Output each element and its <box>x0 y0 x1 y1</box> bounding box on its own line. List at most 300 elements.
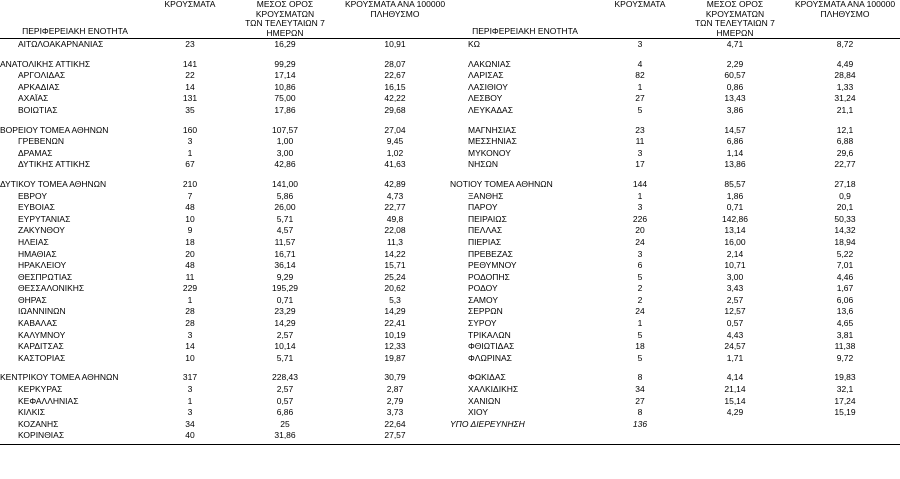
cases-value-right: 1 <box>637 81 643 92</box>
cases-value-right <box>600 364 680 372</box>
avg7-value-right: 0,57 <box>726 318 744 329</box>
per100k-value-right: 50,33 <box>834 213 856 224</box>
region-name-left: ΗΜΑΘΙΑΣ <box>18 248 57 259</box>
header-left-per100k-line1: ΚΡΟΥΣΜΑΤΑ ΑΝΑ 100000 <box>344 0 446 9</box>
per100k-value-left: 9,45 <box>386 136 404 147</box>
per100k-value-left: 22,64 <box>384 418 406 429</box>
cases-value-right: 82 <box>635 70 645 81</box>
per100k-value-right: 0,9 <box>839 190 851 201</box>
region-name-left: ΚΕΝΤΡΙΚΟΥ ΤΟΜΕΑ ΑΘΗΝΩΝ <box>0 372 119 383</box>
per100k-value-left: 14,22 <box>384 248 406 259</box>
avg7-value-left: 2,57 <box>276 329 294 340</box>
cases-value-right: 5 <box>637 352 643 363</box>
table-row <box>0 260 900 272</box>
avg7-value-left: 17,86 <box>274 104 296 115</box>
per100k-value-left: 27,04 <box>384 124 406 135</box>
region-name-left: ΗΡΑΚΛΕΙΟΥ <box>18 260 67 271</box>
avg7-value-left <box>230 117 340 125</box>
cases-value-right: 34 <box>635 384 645 395</box>
per100k-value-left: 12,33 <box>384 341 406 352</box>
header-right-per100k-line1: ΚΡΟΥΣΜΑΤΑ ΑΝΑ 100000 <box>794 0 896 9</box>
avg7-value-right: 4,43 <box>726 329 744 340</box>
cases-value-left: 48 <box>185 202 195 213</box>
header-right-avg7-line3: ΗΜΕΡΩΝ <box>716 27 754 38</box>
table-spacer-row <box>0 51 900 59</box>
cases-value-left: 1 <box>187 395 193 406</box>
per100k-value-left: 25,24 <box>384 271 406 282</box>
avg7-value-left: 10,14 <box>274 341 296 352</box>
region-name-right: ΠΕΙΡΑΙΩΣ <box>468 213 507 224</box>
cases-value-left: 11 <box>185 271 195 282</box>
table-row <box>0 105 900 117</box>
cases-value-right: 144 <box>632 178 648 189</box>
per100k-value-right: 14,32 <box>834 225 856 236</box>
cases-value-left <box>150 364 230 372</box>
region-name-right: ΥΠΟ ΔΙΕΡΕΥΝΗΣΗ <box>450 418 525 429</box>
cases-value-left: 229 <box>182 283 198 294</box>
header-row <box>0 0 900 38</box>
per100k-value-right: 6,88 <box>836 136 854 147</box>
header-left-per100k-line2: ΠΛΗΘΥΣΜΟ <box>370 8 420 19</box>
per100k-value-right <box>790 419 900 431</box>
table-row <box>0 39 900 51</box>
region-name-right: ΧΑΝΙΩΝ <box>468 395 501 406</box>
per100k-value-right: 6,06 <box>836 294 854 305</box>
avg7-value-left: 42,86 <box>274 159 296 170</box>
avg7-value-left: 26,00 <box>274 202 296 213</box>
cases-value-right: 5 <box>637 329 643 340</box>
avg7-value-left: 5,71 <box>276 352 294 363</box>
avg7-value-left: 0,71 <box>276 294 294 305</box>
per100k-value-right: 32,1 <box>836 384 854 395</box>
cases-value-left: 131 <box>182 93 198 104</box>
cases-value-right: 8 <box>637 372 643 383</box>
avg7-value-right <box>680 51 790 59</box>
region-name-left: ΚΕΦΑΛΛΗΝΙΑΣ <box>18 395 79 406</box>
per100k-value-left: 20,62 <box>384 283 406 294</box>
avg7-value-right: 16,00 <box>724 236 746 247</box>
region-name-right: ΣΕΡΡΩΝ <box>468 306 503 317</box>
region-name-left: ΘΕΣΠΡΩΤΙΑΣ <box>18 271 73 282</box>
region-name-left: ΚΑΡΔΙΤΣΑΣ <box>18 341 64 352</box>
per100k-value-right <box>790 364 900 372</box>
region-name-right: ΜΕΣΣΗΝΙΑΣ <box>468 136 517 147</box>
region-name-left <box>0 51 150 59</box>
avg7-value-left: 3,00 <box>276 147 294 158</box>
region-name-right: ΜΑΓΝΗΣΙΑΣ <box>468 124 517 135</box>
table-row <box>0 295 900 307</box>
cases-value-right: 1 <box>637 318 643 329</box>
per100k-value-left: 42,22 <box>384 93 406 104</box>
region-name-left: ΚΑΒΑΛΑΣ <box>18 318 58 329</box>
region-name-right <box>450 117 600 125</box>
per100k-value-left: 4,73 <box>386 190 404 201</box>
table-row <box>0 384 900 396</box>
per100k-value-right: 18,94 <box>834 236 856 247</box>
per100k-value-right: 13,6 <box>836 306 854 317</box>
avg7-value-left <box>230 51 340 59</box>
avg7-value-right: 3,43 <box>726 283 744 294</box>
per100k-value-right: 7,01 <box>836 260 854 271</box>
cases-value-left: 3 <box>187 407 193 418</box>
cases-value-left: 28 <box>185 318 195 329</box>
header-left-avg7-line2: ΤΩΝ ΤΕΛΕΥΤΑΙΩΝ 7 <box>245 18 325 28</box>
avg7-value-left: 107,57 <box>272 124 298 135</box>
avg7-value-left: 36,14 <box>274 260 296 271</box>
per100k-value-right: 20,1 <box>836 202 854 213</box>
table-row <box>0 202 900 214</box>
cases-value-left: 3 <box>187 136 193 147</box>
avg7-value-left: 1,00 <box>276 136 294 147</box>
cases-value-left: 28 <box>185 306 195 317</box>
avg7-value-left: 11,57 <box>274 236 296 247</box>
region-name-left: ΑΡΓΟΛΙΔΑΣ <box>18 70 66 81</box>
avg7-value-left: 31,86 <box>274 430 296 441</box>
region-name-left: ΖΑΚΥΝΘΟΥ <box>18 225 65 236</box>
cases-value-right: 11 <box>635 136 645 147</box>
cases-value-left: 1 <box>187 147 193 158</box>
avg7-value-right <box>680 419 790 431</box>
cases-value-right: 5 <box>637 271 643 282</box>
region-name-right: ΠΙΕΡΙΑΣ <box>468 236 502 247</box>
cases-value-right: 17 <box>635 159 645 170</box>
cases-value-left: 34 <box>185 418 195 429</box>
region-name-right <box>450 51 600 59</box>
per100k-value-right: 19,83 <box>834 372 856 383</box>
avg7-value-left: 25 <box>280 418 290 429</box>
table-row <box>0 179 900 191</box>
region-name-left: ΑΙΤΩΛΟΑΚΑΡΝΑΝΙΑΣ <box>18 39 104 49</box>
region-name-left <box>0 171 150 179</box>
avg7-value-left: 228,43 <box>272 372 298 383</box>
cases-value-right: 27 <box>635 395 645 406</box>
table-header <box>0 0 900 39</box>
cases-value-right: 20 <box>635 225 645 236</box>
region-name-right: ΣΑΜΟΥ <box>468 294 499 305</box>
region-name-right: ΝΟΤΙΟΥ ΤΟΜΕΑ ΑΘΗΝΩΝ <box>450 178 553 189</box>
cases-value-right: 3 <box>637 147 643 158</box>
cases-value-left: 1 <box>187 294 193 305</box>
avg7-value-left: 16,29 <box>274 39 296 49</box>
cases-value-right: 136 <box>632 418 648 429</box>
per100k-value-right <box>790 430 900 442</box>
region-name-left: ΒΟΙΩΤΙΑΣ <box>18 104 58 115</box>
cases-value-left: 210 <box>182 178 198 189</box>
table-row <box>0 82 900 94</box>
table-row <box>0 225 900 237</box>
per100k-value-left: 5,3 <box>389 294 401 305</box>
per100k-value-left <box>340 171 450 179</box>
table-row <box>0 237 900 249</box>
cases-value-left: 160 <box>182 124 198 135</box>
per100k-value-left: 11,3 <box>387 236 403 247</box>
header-right-region: ΠΕΡΙΦΕΡΕΙΑΚΗ ΕΝΟΤΗΤΑ <box>472 25 578 36</box>
table-row <box>0 148 900 160</box>
footer-rule <box>0 444 900 445</box>
region-name-right: ΡΕΘΥΜΝΟΥ <box>468 260 517 271</box>
header-left-cases: ΚΡΟΥΣΜΑΤΑ <box>164 0 216 9</box>
table-row <box>0 330 900 342</box>
per100k-value-right: 22,77 <box>834 159 856 170</box>
per100k-value-right: 4,49 <box>836 58 854 69</box>
avg7-value-right: 1,71 <box>726 352 744 363</box>
header-right-avg7 <box>680 0 790 38</box>
region-name-right: ΦΛΩΡΙΝΑΣ <box>468 352 512 363</box>
table-row <box>0 419 900 431</box>
cases-value-right: 24 <box>635 306 645 317</box>
avg7-value-left: 75,00 <box>274 93 296 104</box>
region-name-left: ΚΟΡΙΝΘΙΑΣ <box>18 430 65 441</box>
cases-value-left <box>150 117 230 125</box>
header-right-per100k-line2: ΠΛΗΘΥΣΜΟ <box>820 8 870 19</box>
region-name-left <box>0 117 150 125</box>
cases-value-right: 27 <box>635 93 645 104</box>
region-name-right: ΛΑΚΩΝΙΑΣ <box>468 58 511 69</box>
cases-value-left: 23 <box>185 39 195 49</box>
avg7-value-left: 2,57 <box>276 384 294 395</box>
region-name-left: ΙΩΑΝΝΙΝΩΝ <box>18 306 66 317</box>
table-row <box>0 125 900 137</box>
avg7-value-right: 24,57 <box>724 341 746 352</box>
region-name-right: ΧΑΛΚΙΔΙΚΗΣ <box>468 384 519 395</box>
table-row <box>0 341 900 353</box>
cases-value-left: 141 <box>182 58 198 69</box>
avg7-value-right: 0,71 <box>726 202 744 213</box>
region-name-left <box>0 364 150 372</box>
per100k-value-left: 42,89 <box>384 178 406 189</box>
per100k-value-left: 2,79 <box>386 395 404 406</box>
per100k-value-left: 49,8 <box>386 213 404 224</box>
avg7-value-right: 85,57 <box>724 178 746 189</box>
region-name-left: ΓΡΕΒΕΝΩΝ <box>18 136 64 147</box>
cases-value-right: 6 <box>637 260 643 271</box>
header-right-avg7-line1: ΜΕΣΟΣ ΟΡΟΣ ΚΡΟΥΣΜΑΤΩΝ <box>705 0 765 19</box>
region-name-right: ΣΥΡΟΥ <box>468 318 497 329</box>
cases-value-left: 9 <box>187 225 193 236</box>
avg7-value-right: 2,14 <box>726 248 744 259</box>
avg7-value-left: 6,86 <box>276 407 294 418</box>
region-name-left: ΕΥΡΥΤΑΝΙΑΣ <box>18 213 71 224</box>
table-row <box>0 306 900 318</box>
per100k-value-left: 22,77 <box>384 202 406 213</box>
per100k-value-left: 16,15 <box>384 81 406 92</box>
region-name-left: ΑΡΚΑΔΙΑΣ <box>18 81 60 92</box>
avg7-value-right: 3,86 <box>726 104 744 115</box>
per100k-value-right: 3,81 <box>836 329 854 340</box>
cases-value-left: 3 <box>187 384 193 395</box>
cases-value-right: 3 <box>637 248 643 259</box>
per100k-value-left: 28,07 <box>384 58 406 69</box>
cases-value-left: 22 <box>185 70 195 81</box>
per100k-value-left: 22,08 <box>384 225 406 236</box>
avg7-value-right: 13,43 <box>724 93 746 104</box>
per100k-value-left: 10,19 <box>384 329 406 340</box>
avg7-value-right <box>680 117 790 125</box>
table-row <box>0 93 900 105</box>
region-name-right: ΠΑΡΟΥ <box>468 202 498 213</box>
header-right-cases: ΚΡΟΥΣΜΑΤΑ <box>614 0 666 9</box>
table-row <box>0 396 900 408</box>
region-name-right <box>450 430 600 442</box>
avg7-value-right: 2,57 <box>726 294 744 305</box>
cases-value-right: 1 <box>637 190 643 201</box>
header-left-avg7-line1: ΜΕΣΟΣ ΟΡΟΣ ΚΡΟΥΣΜΑΤΩΝ <box>255 0 315 19</box>
per100k-value-left: 2,87 <box>386 384 404 395</box>
region-name-right: ΦΘΙΩΤΙΔΑΣ <box>468 341 515 352</box>
table-row <box>0 59 900 71</box>
table-row <box>0 249 900 261</box>
header-left-avg7-line3: ΗΜΕΡΩΝ <box>266 27 304 38</box>
per100k-value-left: 19,87 <box>384 352 406 363</box>
per100k-value-right: 1,33 <box>836 81 854 92</box>
avg7-value-right: 14,57 <box>724 124 746 135</box>
cases-value-right: 8 <box>637 407 643 418</box>
cases-value-right: 4 <box>637 58 643 69</box>
region-name-left: ΑΝΑΤΟΛΙΚΗΣ ΑΤΤΙΚΗΣ <box>0 58 91 69</box>
header-left-avg7 <box>230 0 340 38</box>
avg7-value-right: 2,29 <box>726 58 744 69</box>
cases-value-right: 3 <box>637 39 643 49</box>
table-row <box>0 272 900 284</box>
table-body <box>0 39 900 443</box>
cases-value-left: 10 <box>185 213 195 224</box>
region-name-right: ΜΥΚΟΝΟΥ <box>468 147 511 158</box>
per100k-value-left: 14,29 <box>384 306 406 317</box>
table-row <box>0 159 900 171</box>
per100k-value-right: 1,67 <box>836 283 854 294</box>
cases-value-left: 14 <box>185 81 195 92</box>
header-right-per100k <box>790 0 900 38</box>
region-name-right: ΛΑΣΙΘΙΟΥ <box>468 81 508 92</box>
region-name-right: ΛΕΥΚΑΔΑΣ <box>468 104 513 115</box>
cases-value-left: 10 <box>185 352 195 363</box>
per100k-value-right: 4,65 <box>836 318 854 329</box>
per100k-value-left: 15,71 <box>384 260 406 271</box>
region-name-right: ΧΙΟΥ <box>468 407 489 418</box>
avg7-value-right: 4,71 <box>726 39 744 49</box>
avg7-value-right: 13,86 <box>724 159 746 170</box>
per100k-value-right: 8,72 <box>836 39 854 49</box>
cases-value-right <box>600 171 680 179</box>
cases-value-left: 20 <box>185 248 195 259</box>
per100k-value-right: 5,22 <box>836 248 854 259</box>
cases-value-left: 67 <box>185 159 195 170</box>
cases-value-right: 2 <box>637 283 643 294</box>
cases-value-left: 7 <box>187 190 193 201</box>
per100k-value-right: 12,1 <box>836 124 854 135</box>
region-name-left: ΑΧΑΪΑΣ <box>18 93 49 104</box>
region-name-right: ΛΑΡΙΣΑΣ <box>468 70 504 81</box>
region-name-left: ΚΕΡΚΥΡΑΣ <box>18 384 63 395</box>
region-name-left: ΘΕΣΣΑΛΟΝΙΚΗΣ <box>18 283 85 294</box>
per100k-value-right: 31,24 <box>834 93 856 104</box>
avg7-value-right: 1,14 <box>726 147 744 158</box>
avg7-value-right <box>680 171 790 179</box>
per100k-value-left: 10,91 <box>384 39 406 49</box>
avg7-value-right: 3,00 <box>726 271 744 282</box>
table-spacer-row <box>0 364 900 372</box>
region-name-left: ΚΙΛΚΙΣ <box>18 407 45 418</box>
cases-value-right: 5 <box>637 104 643 115</box>
cases-value-left: 35 <box>185 104 195 115</box>
region-name-right: ΛΕΣΒΟΥ <box>468 93 503 104</box>
avg7-value-right: 15,14 <box>724 395 746 406</box>
avg7-value-left: 141,00 <box>272 178 298 189</box>
cases-value-left <box>150 51 230 59</box>
region-name-right: ΞΑΝΘΗΣ <box>468 190 504 201</box>
table-row <box>0 430 900 442</box>
region-name-right <box>450 171 600 179</box>
region-name-left: ΔΥΤΙΚΟΥ ΤΟΜΕΑ ΑΘΗΝΩΝ <box>0 178 107 189</box>
cases-value-right <box>600 430 680 442</box>
table-row <box>0 70 900 82</box>
per100k-value-left: 30,79 <box>384 372 406 383</box>
region-name-right: ΠΕΛΛΑΣ <box>468 225 503 236</box>
table-row <box>0 283 900 295</box>
avg7-value-left: 23,29 <box>274 306 296 317</box>
table-row <box>0 214 900 226</box>
avg7-value-right: 13,14 <box>724 225 746 236</box>
region-name-right: ΠΡΕΒΕΖΑΣ <box>468 248 513 259</box>
table-row <box>0 353 900 365</box>
region-name-left: ΚΑΛΥΜΝΟΥ <box>18 329 66 340</box>
table-row <box>0 191 900 203</box>
region-name-left: ΔΡΑΜΑΣ <box>18 147 53 158</box>
cases-value-right: 24 <box>635 236 645 247</box>
avg7-value-right: 4,14 <box>726 372 744 383</box>
avg7-value-left: 17,14 <box>274 70 296 81</box>
avg7-value-left: 5,86 <box>276 190 294 201</box>
cases-value-right: 226 <box>632 213 648 224</box>
region-name-left: ΗΛΕΙΑΣ <box>18 236 49 247</box>
per100k-value-right: 9,72 <box>836 352 854 363</box>
per100k-value-left <box>340 51 450 59</box>
table-row <box>0 372 900 384</box>
avg7-value-left <box>230 171 340 179</box>
avg7-value-right: 142,86 <box>722 213 748 224</box>
region-name-left: ΕΒΡΟΥ <box>18 190 48 201</box>
per100k-value-left: 27,57 <box>384 430 406 441</box>
per100k-value-right <box>790 51 900 59</box>
per100k-value-left <box>340 117 450 125</box>
region-name-right: ΦΩΚΙΔΑΣ <box>468 372 506 383</box>
avg7-value-left: 195,29 <box>272 283 298 294</box>
per100k-value-left: 3,73 <box>386 407 404 418</box>
header-left-region: ΠΕΡΙΦΕΡΕΙΑΚΗ ΕΝΟΤΗΤΑ <box>22 25 128 36</box>
per100k-value-right: 27,18 <box>834 178 856 189</box>
header-left-per100k <box>340 0 450 38</box>
avg7-value-right: 0,86 <box>726 81 744 92</box>
cases-value-right <box>600 117 680 125</box>
avg7-value-right: 4,29 <box>726 407 744 418</box>
table-spacer-row <box>0 171 900 179</box>
avg7-value-left <box>230 364 340 372</box>
region-name-right: ΤΡΙΚΑΛΩΝ <box>468 329 511 340</box>
per100k-value-left: 22,67 <box>384 70 406 81</box>
avg7-value-right: 10,71 <box>724 260 746 271</box>
cases-value-left: 14 <box>185 341 195 352</box>
per100k-value-left: 29,68 <box>384 104 406 115</box>
region-name-left: ΘΗΡΑΣ <box>18 294 47 305</box>
region-name-left: ΚΑΣΤΟΡΙΑΣ <box>18 352 66 363</box>
avg7-value-right: 60,57 <box>724 70 746 81</box>
table-row <box>0 136 900 148</box>
cases-value-left: 3 <box>187 329 193 340</box>
region-name-left: ΔΥΤΙΚΗΣ ΑΤΤΙΚΗΣ <box>18 159 91 170</box>
region-name-right: ΝΗΣΩΝ <box>468 159 499 170</box>
table-row <box>0 318 900 330</box>
region-name-right: ΡΟΔΟΥ <box>468 283 498 294</box>
